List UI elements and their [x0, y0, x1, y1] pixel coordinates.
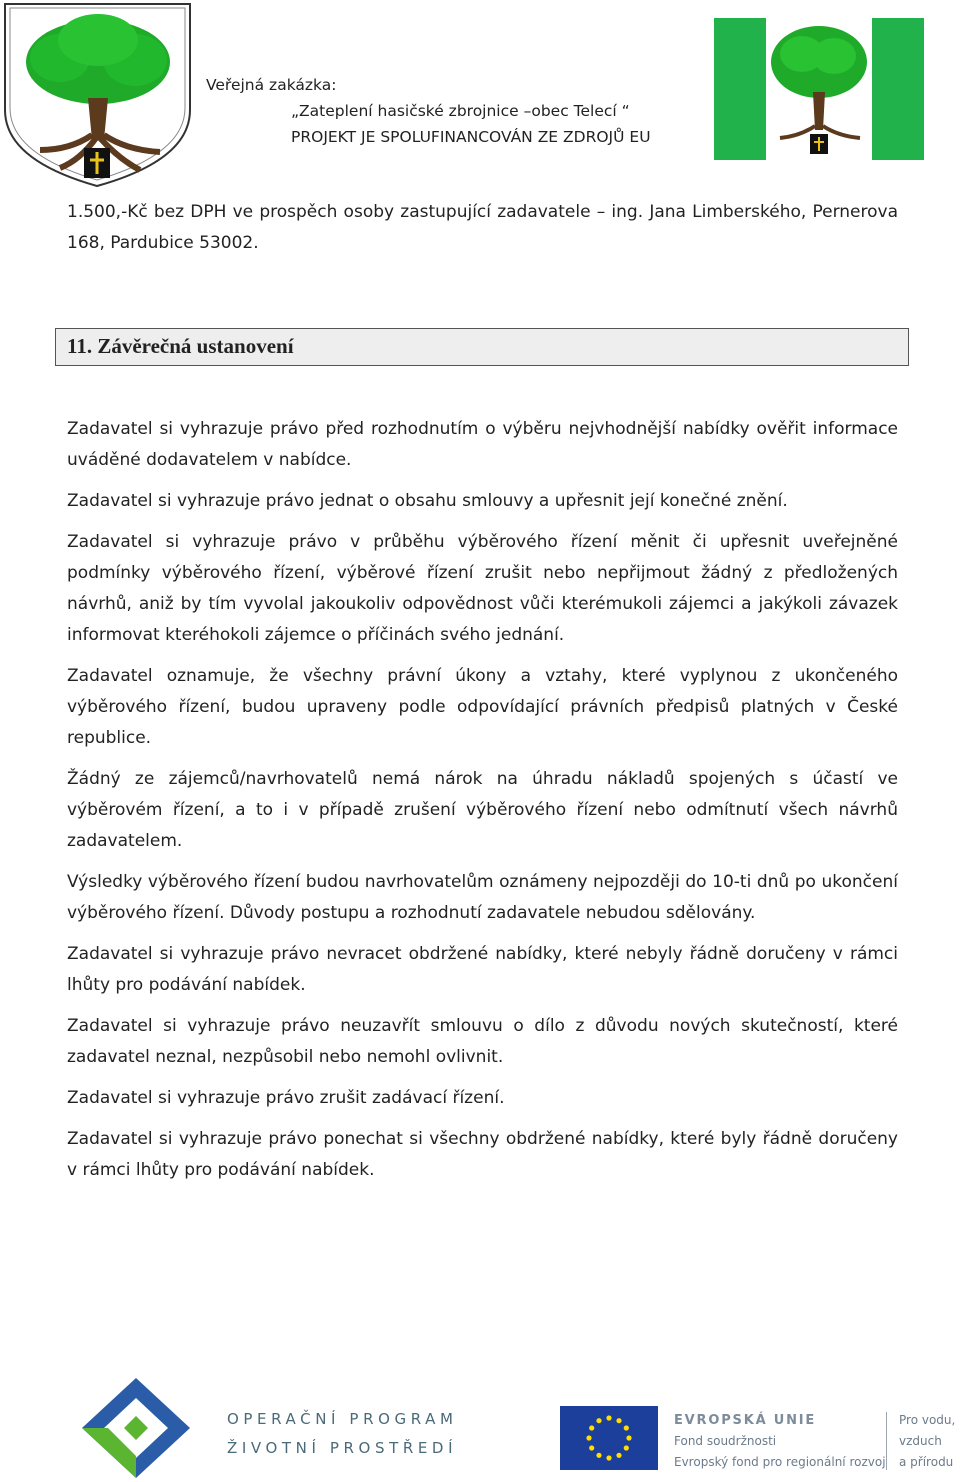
- intro-paragraph: 1.500,-Kč bez DPH ve prospěch osoby zastupující zadavatele – ing. Jana Limberského, Pernerova 168, Pardubice 53002.: [67, 202, 898, 253]
- opz-program-name: [227, 1405, 458, 1463]
- eu-flag-icon: [560, 1406, 658, 1470]
- slogan-line-1: Pro vodu,: [899, 1413, 956, 1427]
- section-body: [67, 414, 898, 1196]
- paragraph: Zadavatel oznamuje, že všechny právní úkony a vztahy, které vyplynou z ukončeného výběrového řízení, budou upraveny podle odpovídající právních předpisů platných v České republice.: [67, 666, 898, 748]
- eu-funding-text: [674, 1410, 886, 1473]
- eu-line-2: Fond soudržnosti: [674, 1434, 777, 1448]
- paragraph: Zadavatel si vyhrazuje právo jednat o obsahu smlouvy a upřesnit její konečné znění.: [67, 491, 788, 511]
- footer-divider: [886, 1412, 887, 1470]
- municipal-coat-of-arms-icon: [0, 0, 195, 190]
- paragraph: Žádný ze zájemců/navrhovatelů nemá nárok na úhradu nákladů spojených s účastí ve výběrovém řízení, a to i v případě zrušení výběrového řízení nebo odmítnutí všech návrhů zadavatelem.: [67, 769, 898, 851]
- intro-section: [67, 197, 898, 259]
- paragraph: Zadavatel si vyhrazuje právo neuzavřít smlouvu o dílo z důvodu nových skutečností, které zadavatel neznal, nezpůsobil nebo nemohl ovlivnit.: [67, 1016, 898, 1067]
- paragraph: Zadavatel si vyhrazuje právo nevracet obdržené nabídky, které nebyly řádně doručeny v rámci lhůty pro podávání nabídek.: [67, 944, 898, 995]
- paragraph: Zadavatel si vyhrazuje právo před rozhodnutím o výběru nejvhodnější nabídky ověřit informace uváděné dodavatelem v nabídce.: [67, 419, 898, 470]
- paragraph: Zadavatel si vyhrazuje právo zrušit zadávací řízení.: [67, 1088, 505, 1108]
- slogan-line-3: a přírodu: [899, 1455, 954, 1469]
- opz-diamond-logo-icon: [66, 1376, 206, 1480]
- municipal-flag-icon: [714, 18, 924, 160]
- paragraph: Zadavatel si vyhrazuje právo v průběhu výběrového řízení měnit či upřesnit uveřejněné podmínky výběrového řízení, výběrové řízení zrušit nebo nepřijmout žádný z předložených návrhů, aniž by tím vyvolal jakoukoliv odpovědnost vůči kterémukoli zájemci a jakýkoli závazek informovat kteréhokoli zájemce o příčinách svého jednání.: [67, 532, 898, 645]
- opz-line-2: ŽIVOTNÍ PROSTŘEDÍ: [227, 1439, 458, 1457]
- header-block: [206, 72, 651, 150]
- slogan-line-2: vzduch: [899, 1434, 942, 1448]
- section-heading-box: [55, 328, 909, 366]
- header-funding-note: PROJEKT JE SPOLUFINANCOVÁN ZE ZDROJŮ EU: [291, 128, 651, 146]
- eu-line-1: EVROPSKÁ UNIE: [674, 1413, 817, 1428]
- header-project-name: „Zateplení hasičské zbrojnice –obec Telecí “: [291, 102, 630, 120]
- footer-logos: [0, 1370, 960, 1482]
- eu-line-3: Evropský fond pro regionální rozvoj: [674, 1455, 886, 1469]
- paragraph: Výsledky výběrového řízení budou navrhovatelům oznámeny nejpozději do 10-ti dnů po ukončení výběrového řízení. Důvody postupu a rozhodnutí zadavatele nebudou sdělovány.: [67, 872, 898, 923]
- eu-slogan: [899, 1410, 955, 1473]
- opz-line-1: OPERAČNÍ PROGRAM: [227, 1410, 458, 1428]
- section-heading: 11. Závěrečná ustanovení: [67, 334, 294, 358]
- paragraph: Zadavatel si vyhrazuje právo ponechat si všechny obdržené nabídky, které byly řádně doručeny v rámci lhůty pro podávání nabídek.: [67, 1129, 898, 1180]
- header-title: Veřejná zakázka:: [206, 76, 337, 94]
